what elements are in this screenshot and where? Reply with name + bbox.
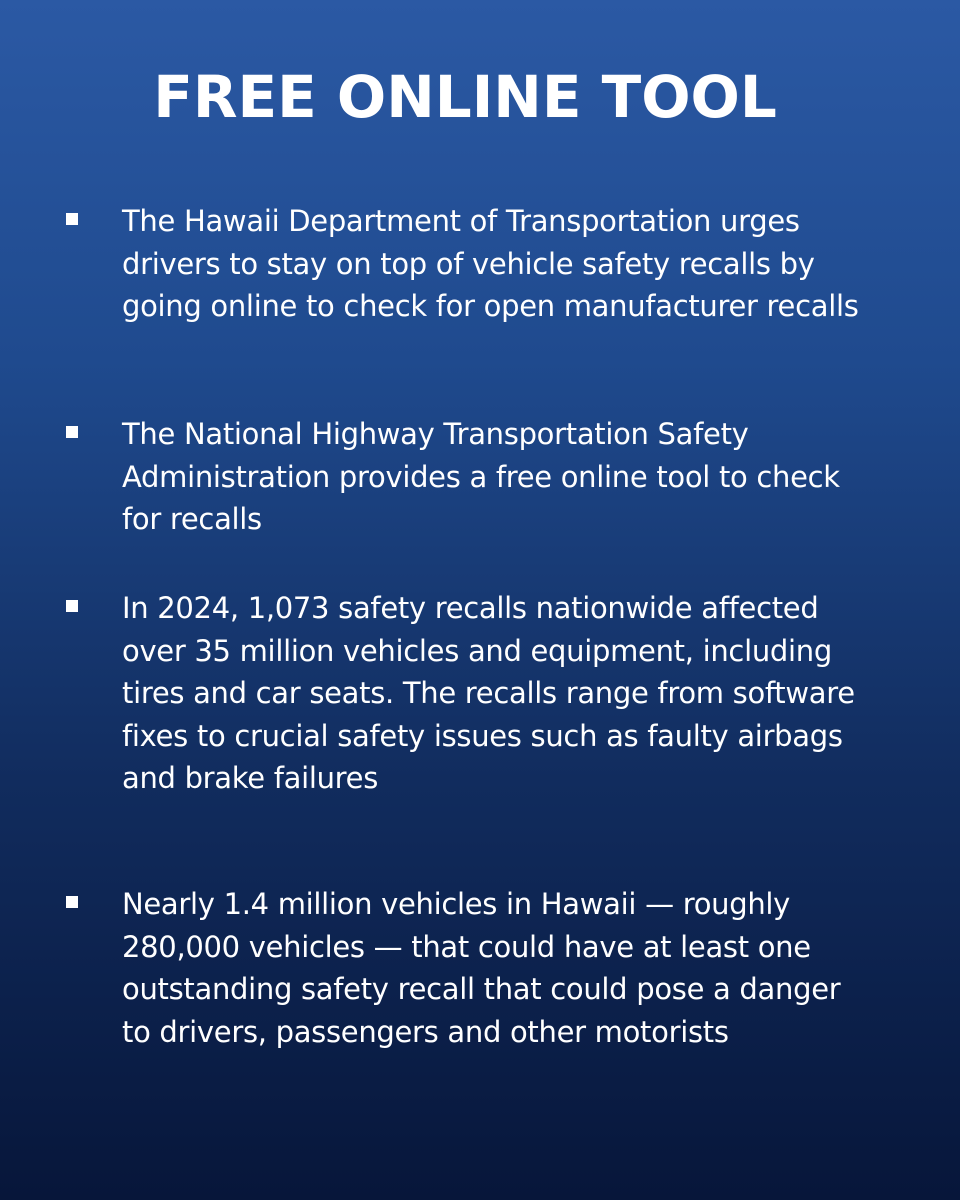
square-bullet-icon bbox=[66, 426, 78, 438]
square-bullet-icon bbox=[66, 213, 78, 225]
bullet-text: Nearly 1.4 million vehicles in Hawaii — roughly 280,000 vehicles — that could have at least one outstanding safety recall that could pose a danger to drivers, passengers and other motorists bbox=[122, 887, 841, 1049]
square-bullet-icon bbox=[66, 600, 78, 612]
bullet-text: In 2024, 1,073 safety recalls nationwide affected over 35 million vehicles and equipment, including tires and car seats. The recalls range from software fixes to crucial safety issues such as faulty airbags and brake failures bbox=[122, 591, 855, 795]
bullet-text: The National Highway Transportation Safety Administration provides a free online tool to check for recalls bbox=[122, 417, 840, 536]
square-bullet-icon bbox=[66, 896, 78, 908]
bullet-text: The Hawaii Department of Transportation urges drivers to stay on top of vehicle safety recalls by going online to check for open manufacturer recalls bbox=[122, 204, 859, 323]
page-title: FREE ONLINE TOOL bbox=[153, 63, 777, 131]
